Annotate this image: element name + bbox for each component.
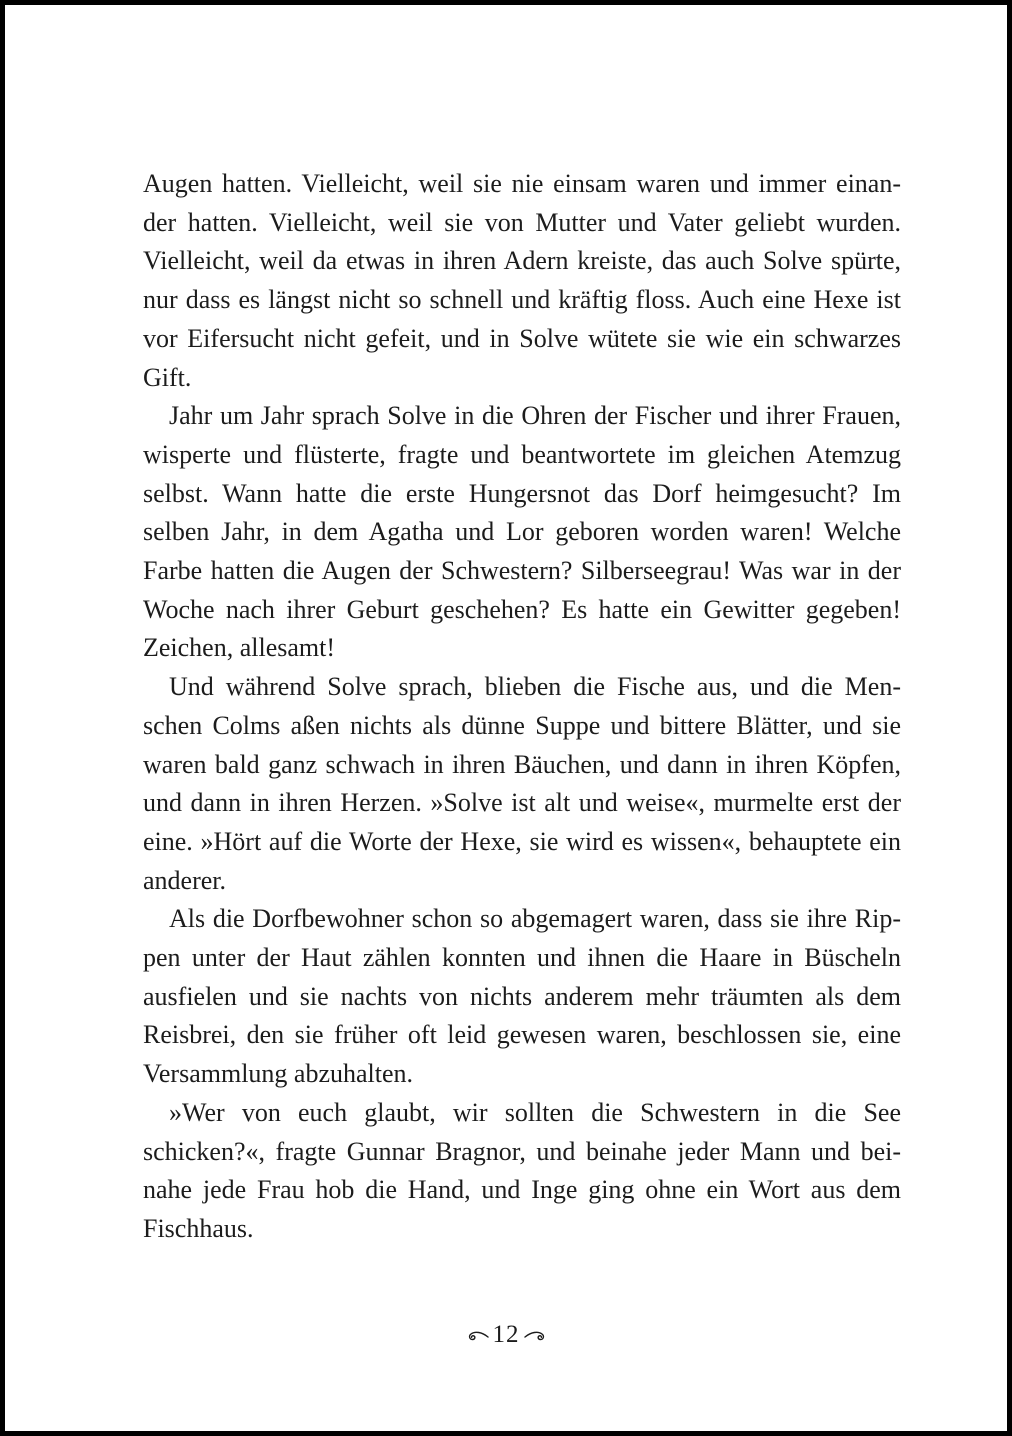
text-line: »Wer von euch glaubt, wir sollten die Schwestern in die See <box>169 1097 901 1127</box>
text-line: Farbe hatten die Augen der Schwestern? Silberseegrau! Was war in der <box>143 556 901 586</box>
text-line: Und während Solve sprach, blieben die Fische aus, und die Men- <box>169 672 901 702</box>
text-line: eine. »Hört auf die Worte der Hexe, sie wird es wissen«, behauptete ein <box>143 826 901 856</box>
text-line: Fischhaus. <box>143 1213 254 1243</box>
text-line: Jahr um Jahr sprach Solve in die Ohren der Fischer und ihrer Frauen, <box>169 401 901 431</box>
text-line: Augen hatten. Vielleicht, weil sie nie einsam waren und immer einan- <box>143 169 901 198</box>
text-line: Gift. <box>143 362 192 392</box>
body-text <box>143 165 901 1249</box>
text-line: nahe jede Frau hob die Hand, und Inge ging ohne ein Wort aus dem <box>143 1175 901 1205</box>
text-line: waren bald ganz schwach in ihren Bäuchen, und dann in ihren Köpfen, <box>143 749 901 779</box>
text-line: nur dass es längst nicht so schnell und kräftig floss. Auch eine Hexe ist <box>143 285 901 315</box>
paragraph <box>143 900 901 1094</box>
text-line: vor Eifersucht nicht gefeit, und in Solve wütete sie wie ein schwarzes <box>143 323 901 353</box>
text-line: selbst. Wann hatte die erste Hungersnot das Dorf heimgesucht? Im <box>143 478 901 508</box>
text-line: Reisbrei, den sie früher oft leid gewesen waren, beschlossen sie, eine <box>143 1020 901 1050</box>
page-footer <box>5 1321 1007 1349</box>
flourish-left-icon <box>467 1328 489 1342</box>
paragraph <box>143 397 901 668</box>
text-line: selben Jahr, in dem Agatha und Lor geboren worden waren! Welche <box>143 517 901 547</box>
text-line: Versammlung abzuhalten. <box>143 1059 414 1089</box>
text-line: ausfielen und sie nachts von nichts anderem mehr träumten als dem <box>143 981 901 1011</box>
text-line: Vielleicht, weil da etwas in ihren Adern kreiste, das auch Solve spürte, <box>143 246 901 276</box>
text-line: und dann in ihren Herzen. »Solve ist alt und weise«, murmelte erst der <box>143 788 901 818</box>
text-line: schen Colms aßen nichts als dünne Suppe und bittere Blätter, und sie <box>143 710 901 740</box>
paragraph <box>143 668 901 900</box>
text-line: Woche nach ihrer Geburt geschehen? Es hatte ein Gewitter gegeben! <box>143 594 901 624</box>
text-line: Als die Dorfbewohner schon so abgemagert waren, dass sie ihre Rip- <box>169 904 901 934</box>
text-line: Zeichen, allesamt! <box>143 633 336 663</box>
page-number: 12 <box>492 1321 520 1348</box>
text-line: anderer. <box>143 865 227 895</box>
paragraph <box>143 1094 901 1249</box>
text-line: schicken?«, fragte Gunnar Bragnor, und beinahe jeder Mann und bei- <box>143 1136 901 1166</box>
text-line: der hatten. Vielleicht, weil sie von Mutter und Vater geliebt wurden. <box>143 207 901 237</box>
flourish-right-icon <box>524 1328 546 1342</box>
text-line: pen unter der Haut zählen konnten und ihnen die Haare in Büscheln <box>143 943 901 973</box>
paragraph <box>143 165 901 397</box>
text-line: wisperte und flüsterte, fragte und beantwortete im gleichen Atemzug <box>143 439 901 469</box>
